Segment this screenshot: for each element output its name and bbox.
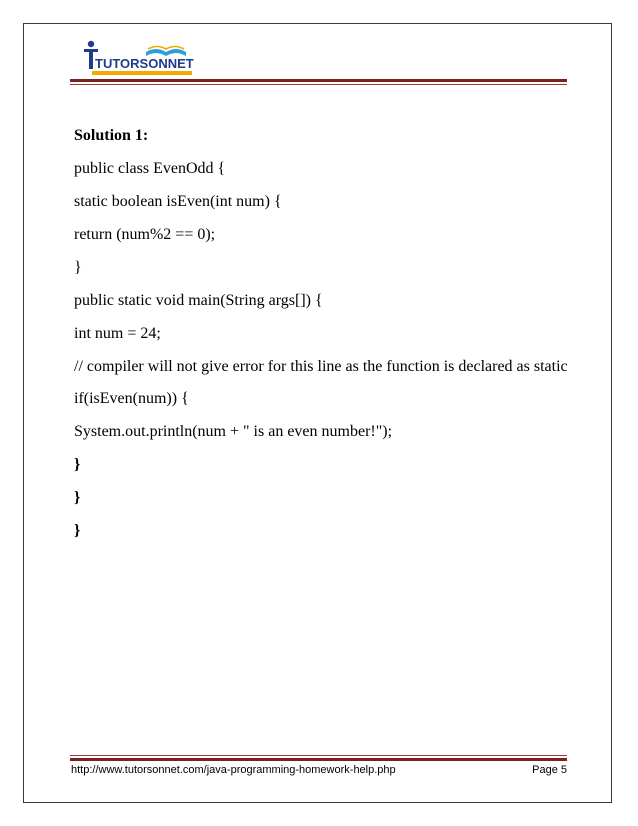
document-body (74, 126, 574, 554)
logo-book-icon (146, 49, 186, 56)
code-line: return (num%2 == 0); (74, 226, 216, 243)
footer-url-link[interactable]: http://www.tutorsonnet.com/java-programming-homework-help.php (71, 764, 396, 776)
header-rule (70, 79, 567, 85)
code-line: } (74, 456, 81, 473)
code-line: } (74, 489, 81, 506)
page-number: Page 5 (532, 764, 567, 776)
code-line: public class EvenOdd { (74, 160, 226, 177)
code-comment-line: // compiler will not give error for this line as the function is declared as static (74, 358, 568, 375)
code-line: public static void main(String args[]) { (74, 292, 323, 309)
page-footer (71, 764, 567, 780)
logo-bar (92, 71, 192, 75)
code-line: int num = 24; (74, 325, 161, 342)
code-line: } (74, 522, 81, 539)
logo-book-pages-icon (148, 47, 184, 50)
code-line: } (74, 259, 82, 276)
code-line: System.out.println(num + " is an even number!"); (74, 423, 393, 440)
logo-person-head-icon (88, 41, 94, 47)
logo-wordmark: TUTORSONNET (95, 56, 194, 71)
tutorsonnet-logo (80, 38, 200, 78)
code-line: static boolean isEven(int num) { (74, 193, 282, 210)
code-line: if(isEven(num)) { (74, 390, 189, 407)
footer-rule (70, 755, 567, 761)
solution-heading: Solution 1: (74, 127, 149, 144)
